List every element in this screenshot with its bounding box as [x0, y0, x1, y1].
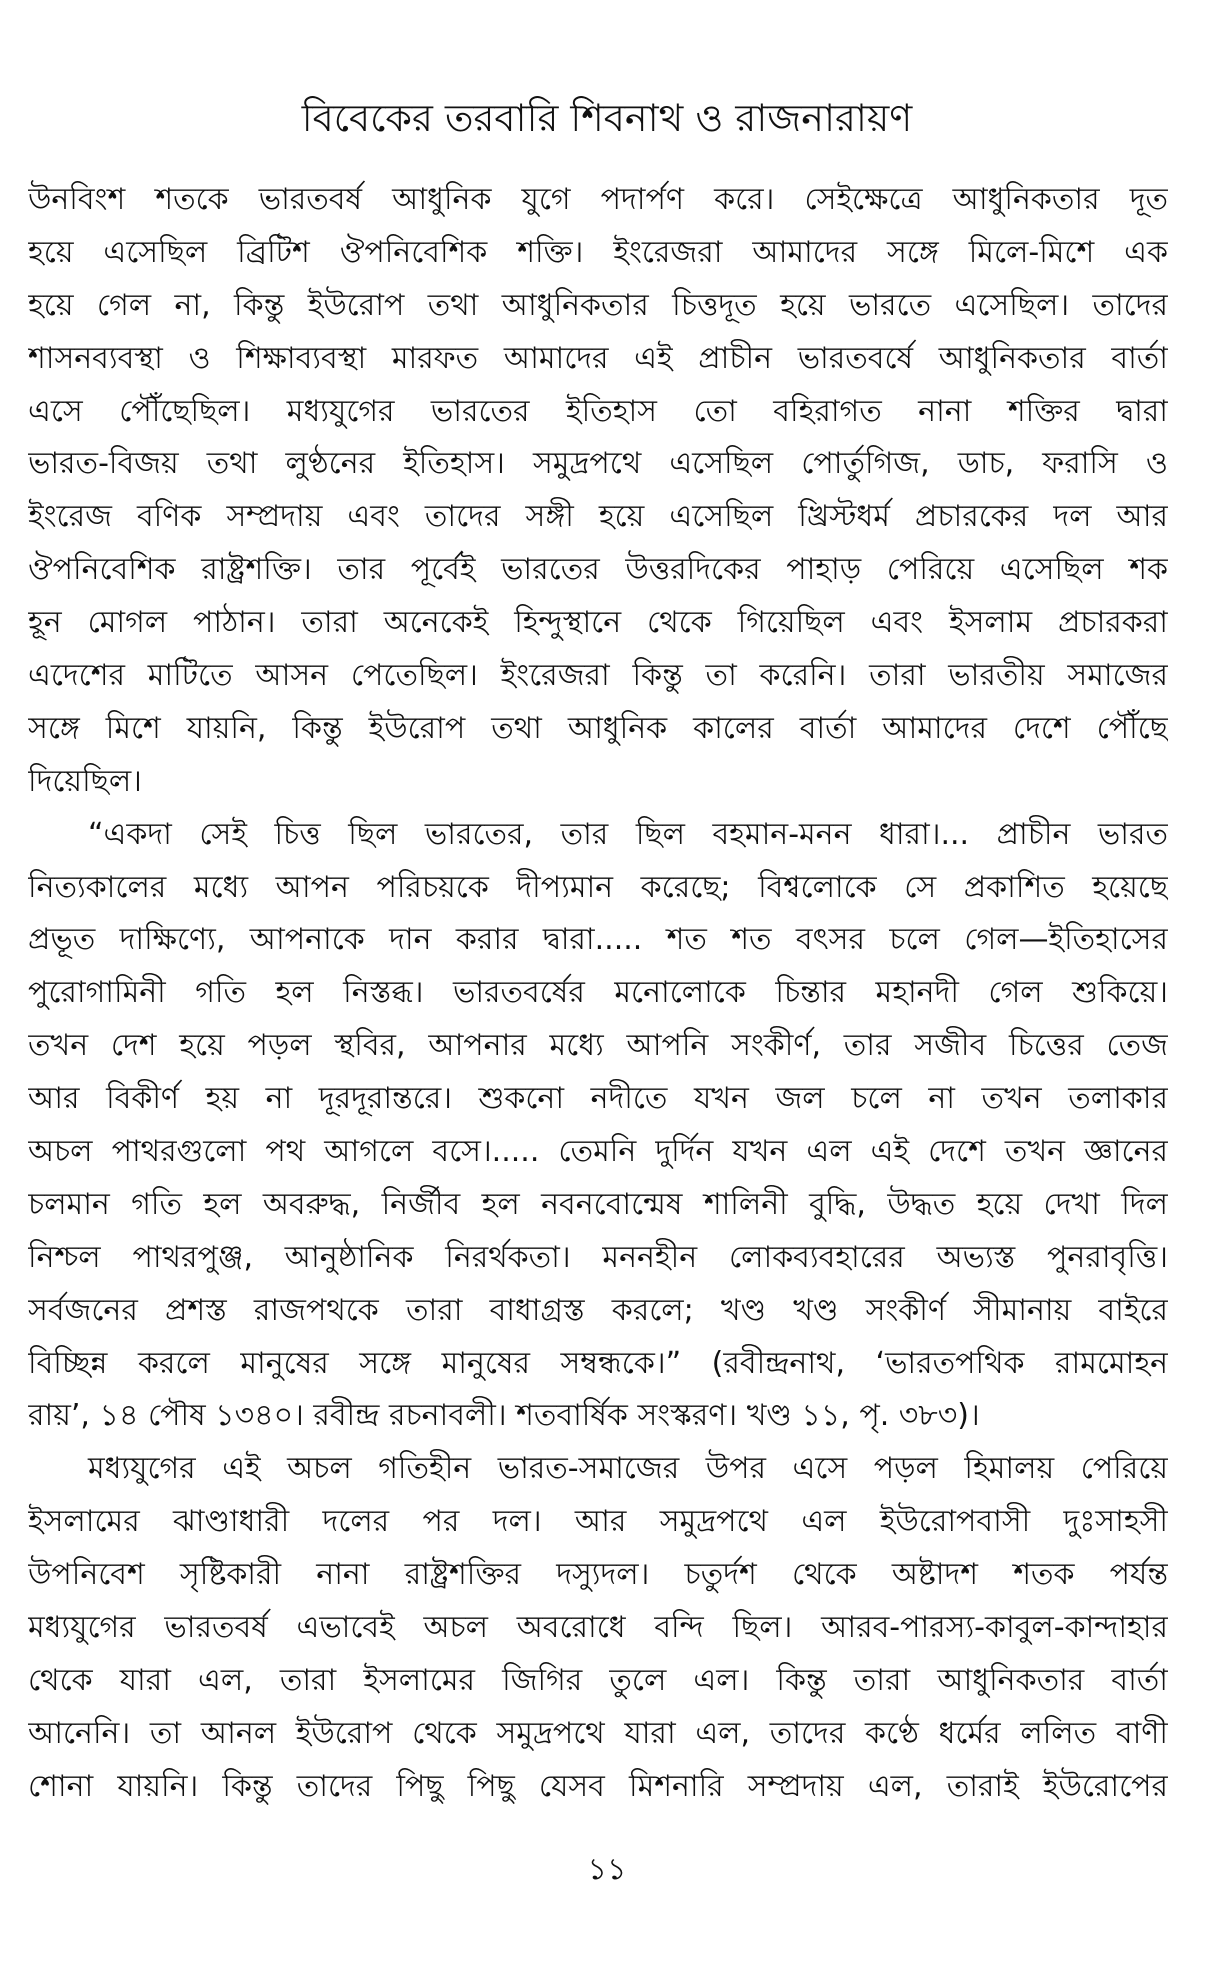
paragraph-1-line: এদেশের মাটিতে আসন পেতেছিল। ইংরেজরা কিন্তু তা করেনি। তারা ভারতীয় সমাজের	[28, 658, 1168, 694]
paragraph-2-line: চলমান গতি হল অবরুদ্ধ, নির্জীব হল নবনবোন্মেষ শালিনী বুদ্ধি, উদ্ধত হয়ে দেখা দিল	[28, 1186, 1168, 1222]
paragraph-2-line: সর্বজনের প্রশস্ত রাজপথকে তারা বাধাগ্রস্ত করলে; খণ্ড খণ্ড সংকীর্ণ সীমানায় বাইরে	[28, 1292, 1168, 1328]
page-number: ১১	[587, 1852, 627, 1887]
paragraph-3-line: শোনা যায়নি। কিন্তু তাদের পিছু পিছু যেসব মিশনারি সম্প্রদায় এল, তারাই ইউরোপের	[28, 1768, 1168, 1804]
paragraph-2-line: তখন দেশ হয়ে পড়ল স্থবির, আপনার মধ্যে আপনি সংকীর্ণ, তার সজীব চিত্তের তেজ	[28, 1028, 1168, 1064]
paragraph-2-line: নিশ্চল পাথরপুঞ্জ, আনুষ্ঠানিক নিরর্থকতা। মননহীন লোকব্যবহারের অভ্যস্ত পুনরাবৃত্তি।	[28, 1239, 1168, 1275]
paragraph-2-line: নিত্যকালের মধ্যে আপন পরিচয়কে দীপ্যমান করেছে; বিশ্বলোকে সে প্রকাশিত হয়েছে	[28, 869, 1168, 905]
paragraph-1-line: উনবিংশ শতকে ভারতবর্ষ আধুনিক যুগে পদার্পণ করে। সেইক্ষেত্রে আধুনিকতার দূত	[28, 182, 1168, 217]
paragraph-1-line: শাসনব্যবস্থা ও শিক্ষাব্যবস্থা মারফত আমাদের এই প্রাচীন ভারতবর্ষে আধুনিকতার বার্তা	[28, 340, 1168, 376]
paragraph-1-line: হয়ে এসেছিল ব্রিটিশ ঔপনিবেশিক শক্তি। ইংরেজরা আমাদের সঙ্গে মিলে-মিশে এক	[28, 234, 1168, 270]
paragraph-3-line: আনেনি। তা আনল ইউরোপ থেকে সমুদ্রপথে যারা এল, তাদের কণ্ঠে ধর্মের ললিত বাণী	[28, 1715, 1168, 1751]
paragraph-3-line: ইসলামের ঝাণ্ডাধারী দলের পর দল। আর সমুদ্রপথে এল ইউরোপবাসী দুঃসাহসী	[28, 1504, 1168, 1540]
paragraph-3-line: মধ্যযুগের ভারতবর্ষ এভাবেই অচল অবরোধে বন্দি ছিল। আরব-পারস্য-কাবুল-কান্দাহার	[28, 1610, 1168, 1646]
paragraph-2-line: “একদা সেই চিত্ত ছিল ভারতের, তার ছিল বহমান-মনন ধারা।... প্রাচীন ভারত	[88, 816, 1168, 852]
paragraph-2-line: বিচ্ছিন্ন করলে মানুষের সঙ্গে মানুষের সম্বন্ধকে।” (রবীন্দ্রনাথ, ‘ভারতপথিক রামমোহন	[28, 1345, 1168, 1381]
paragraph-1-line: দিয়েছিল।	[28, 763, 142, 799]
paragraph-2-line: প্রভূত দাক্ষিণ্যে, আপনাকে দান করার দ্বারা..... শত শত বৎসর চলে গেল—ইতিহাসের	[28, 922, 1168, 958]
paragraph-1-line: ঔপনিবেশিক রাষ্ট্রশক্তি। তার পূর্বেই ভারতের উত্তরদিকের পাহাড় পেরিয়ে এসেছিল শক	[28, 552, 1168, 588]
body-text	[28, 174, 1168, 1814]
paragraph-3-line: মধ্যযুগের এই অচল গতিহীন ভারত-সমাজের উপর এসে পড়ল হিমালয় পেরিয়ে	[88, 1451, 1168, 1487]
paragraph-1-line: এসে পৌঁছেছিল। মধ্যযুগের ভারতের ইতিহাস তো বহিরাগত নানা শক্তির দ্বারা	[28, 393, 1168, 429]
paragraph-1-line: হূন মোগল পাঠান। তারা অনেকেই হিন্দুস্থানে থেকে গিয়েছিল এবং ইসলাম প্রচারকরা	[28, 605, 1168, 641]
paragraph-2-line: আর বিকীর্ণ হয় না দূরদূরান্তরে। শুকনো নদীতে যখন জল চলে না তখন তলাকার	[28, 1081, 1168, 1117]
paragraph-1-line: সঙ্গে মিশে যায়নি, কিন্তু ইউরোপ তথা আধুনিক কালের বার্তা আমাদের দেশে পৌঁছে	[28, 710, 1168, 746]
paragraph-2-line: অচল পাথরগুলো পথ আগলে বসে।..... তেমনি দুর্দিন যখন এল এই দেশে তখন জ্ঞানের	[28, 1134, 1168, 1170]
paragraph-2-line: রায়’, ১৪ পৌষ ১৩৪০। রবীন্দ্র রচনাবলী। শতবার্ষিক সংস্করণ। খণ্ড ১১, পৃ. ৩৮৩)।	[28, 1398, 980, 1434]
paragraph-1-line: ভারত-বিজয় তথা লুণ্ঠনের ইতিহাস। সমুদ্রপথে এসেছিল পোর্তুগিজ, ডাচ, ফরাসি ও	[28, 446, 1168, 482]
paragraph-3-line: থেকে যারা এল, তারা ইসলামের জিগির তুলে এল। কিন্তু তারা আধুনিকতার বার্তা	[28, 1662, 1168, 1698]
paragraph-1-line: হয়ে গেল না, কিন্তু ইউরোপ তথা আধুনিকতার চিত্তদূত হয়ে ভারতে এসেছিল। তাদের	[28, 287, 1168, 323]
page-title: বিবেকের তরবারি শিবনাথ ও রাজনারায়ণ	[301, 96, 913, 140]
paragraph-3-line: উপনিবেশ সৃষ্টিকারী নানা রাষ্ট্রশক্তির দস্যুদল। চতুর্দশ থেকে অষ্টাদশ শতক পর্যন্ত	[28, 1557, 1168, 1593]
paragraph-1-line: ইংরেজ বণিক সম্প্রদায় এবং তাদের সঙ্গী হয়ে এসেছিল খ্রিস্টধর্ম প্রচারকের দল আর	[28, 499, 1168, 535]
paragraph-2-line: পুরোগামিনী গতি হল নিস্তব্ধ। ভারতবর্ষের মনোলোকে চিন্তার মহানদী গেল শুকিয়ে।	[28, 975, 1168, 1011]
